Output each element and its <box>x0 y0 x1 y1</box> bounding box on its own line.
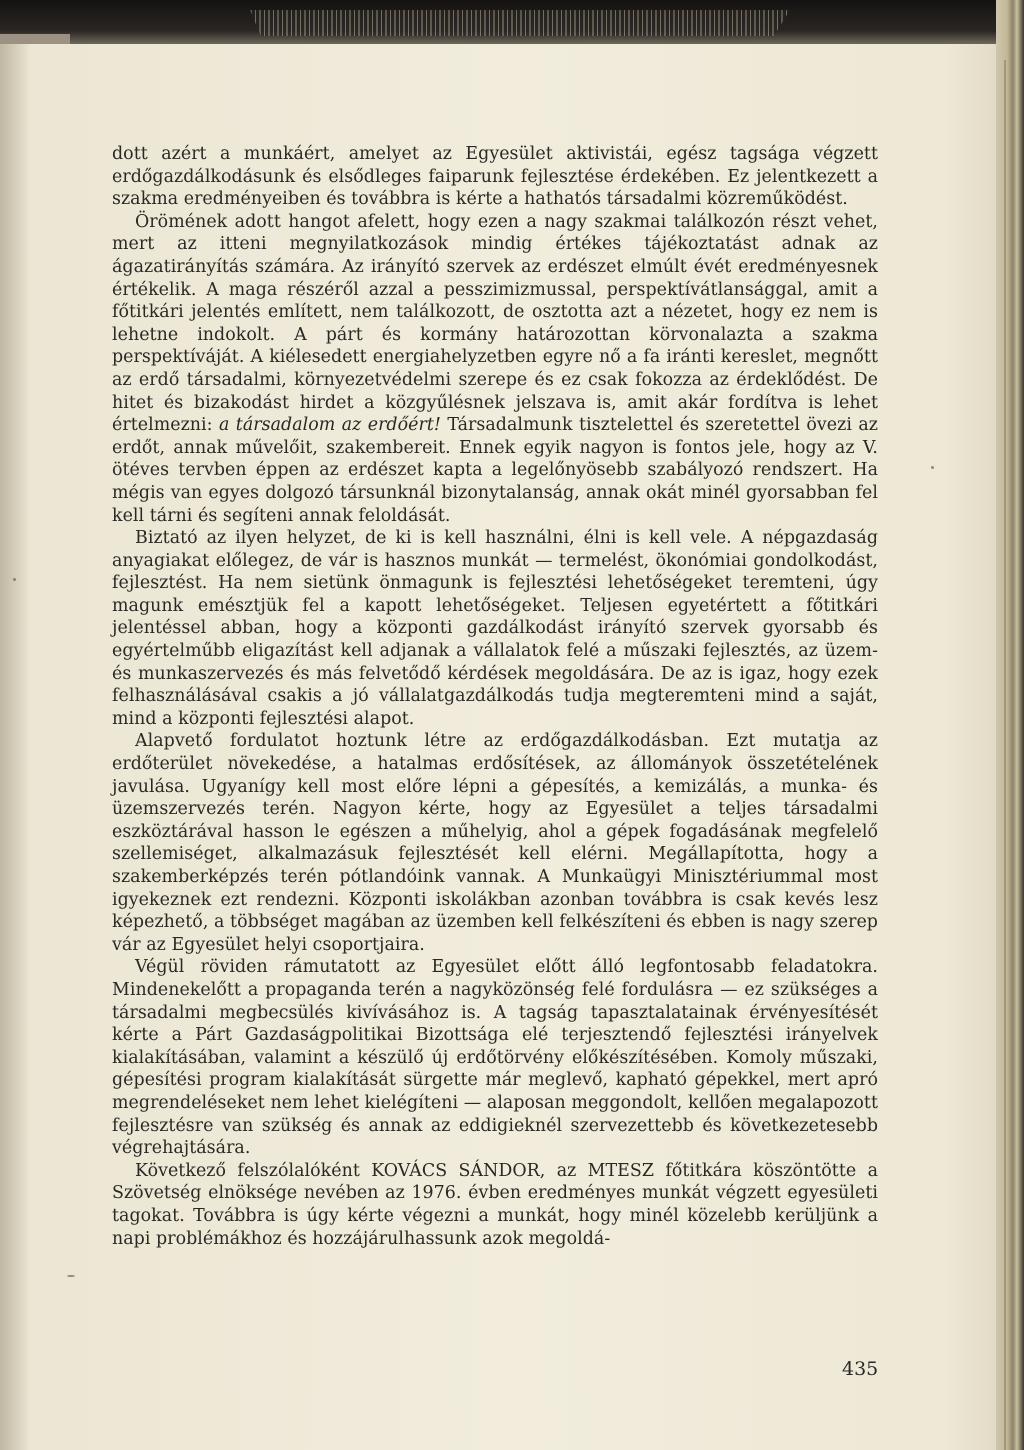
paragraph-text: Örömének adott hangot afelett, hogy ezen a nagy szakmai találkozón részt vehet, mert az itteni megnyilatkozások mindig értékes tájékoztatást adnak az ágazatirányítás számára. Az irányító szervek az erdészet elmúlt évét eredményesnek értékelik. A maga részéről azzal a pesszimizmussal, perspektívátlansággal, amit a főtitkári jelentés említett, nem találkozott, de osztotta azt a nézetet, hogy ez nem is lehetne indokolt. A párt és kormány határozottan körvonalazta a szakma perspektíváját. A kiélesedett energiahelyzetben egyre nő a fa iránti kereslet, megnőtt az erdő társadalmi, környezetvédelmi szerepe és ez csak fokozza az érdeklődést. De hitet és bizakodást hirdet a közgyűlésnek jelszava is, amit akár fordítva is lehet értelmezni: <box>112 211 878 436</box>
paragraph: Következő felszólalóként KOVÁCS SÁNDOR, az MTESZ főtitkára köszöntötte a Szövetség elnöksége nevében az 1976. évben eredményes munkát végzett egyesületi tagokat. Továbbra is úgy kérte végezni a munkát, hogy minél közelebb kerüljünk a napi problémákhoz és hozzájárulhassunk azok megoldá- <box>112 1160 878 1249</box>
paper-speck <box>931 466 934 469</box>
paragraph <box>112 211 878 527</box>
page-top-edge <box>0 0 1024 44</box>
page-number: 435 <box>842 1358 879 1380</box>
paragraph: Biztató az ilyen helyzet, de ki is kell használni, élni is kell vele. A népgazdaság anyagiakat előlegez, de vár is hasznos munkát — termelést, ökonómiai gondolkodást, fejlesztést. Ha nem sietünk önmagunk is fejlesztési lehetőségeket teremteni, úgy magunk emésztjük fel a kapott lehetőségeket. Teljesen egyetértett a főtitkári jelentéssel abban, hogy a központi gazdálkodást irányító szervek gyorsabb és egyértelműbb eligazítást kell adjanak a vállalatok felé a műszaki fejlesztés, az üzem- és munkaszervezés és más felvetődő kérdések megoldására. De az is igaz, hogy ezek felhasználásával csakis a jó vállalatgazdálkodás tudja megteremteni mind a saját, mind a központi fejlesztési alapot. <box>112 528 878 729</box>
gutter-shadow <box>0 44 30 1450</box>
book-right-edge <box>996 0 1024 1450</box>
edge-line <box>1004 60 1006 1450</box>
paper-speck <box>13 578 16 581</box>
paragraph: dott azért a munkáért, amelyet az Egyesület aktivistái, egész tagsága végzett erdőgazdálkodásunk és elsődleges faiparunk fejlesztése érdekében. Ez jelentkezett a szakma eredményeiben és továbbra is kérte a hathatós társadalmi közreműködést. <box>112 144 878 210</box>
paragraph: Alapvető fordulatot hoztunk létre az erdőgazdálkodásban. Ezt mutatja az erdőterület növekedése, a hatalmas erdősítések, az állományok összetételének javulása. Ugyanígy kell most előre lépni a gépesítés, a kemizálás, a munka- és üzemszervezés terén. Nagyon kérte, hogy az Egyesület a teljes társadalmi eszköztárával hasson le egészen a műhelyig, ahol a gépek fogadásának megfelelő szellemiséget, alkalmazásuk fejlesztését kell elérni. Megállapította, hogy a szakemberképzés terén pótlandóink vannak. A Munkaügyi Minisztériummal most igyekeznek ezt rendezni. Központi iskolákban azonban továbbra is csak kevés lesz képezhető, a többséget magában az üzemben kell felkészíteni és ebben is nagy szerep vár az Egyesület helyi csoportjaira. <box>112 731 878 955</box>
motto-text: a társadalom az erdőért! <box>218 415 441 436</box>
edge-strip <box>0 34 70 44</box>
paragraph-text-continued: Társadalmunk tisztelettel és szeretettel övezi az erdőt, annak művelőit, szakembereit. Ennek egyik nagyon is fontos jele, hogy az V. ötéves tervben éppen az erdészet kapta a legelőnyösebb szabályozó rendszert. Ha mégis van egyes dolgozó társunknál bizonytalanság, annak okát minél gyorsabban fel kell tárni és segíteni annak feloldását. <box>112 415 879 526</box>
paper-speck <box>67 1275 75 1277</box>
paragraph: Végül röviden rámutatott az Egyesület előtt álló legfontosabb feladatokra. Mindenekelőtt a propaganda terén a nagyközönség felé fordulásra — ez szükséges a társadalmi megbecsülés kivívásához is. A tagság tapasztalatainak érvényesítését kérte a Párt Gazdaságpolitikai Bizottsága elé terjesztendő fejlesztési irányelvek kialakításában, valamint a készülő új erdőtörvény előkészítésében. Komoly műszaki, gépesítési program kialakítását sürgette már meglevő, kapható gépekkel, mert apró megrendeléseket nem lehet kielégíteni — alaposan meggondolt, kellően megalapozott fejlesztésre van szükség és annak az eddigieknél szervezettebb és következetesebb végrehajtására. <box>112 957 878 1159</box>
body-text <box>112 143 878 1250</box>
binding-texture <box>250 10 790 36</box>
